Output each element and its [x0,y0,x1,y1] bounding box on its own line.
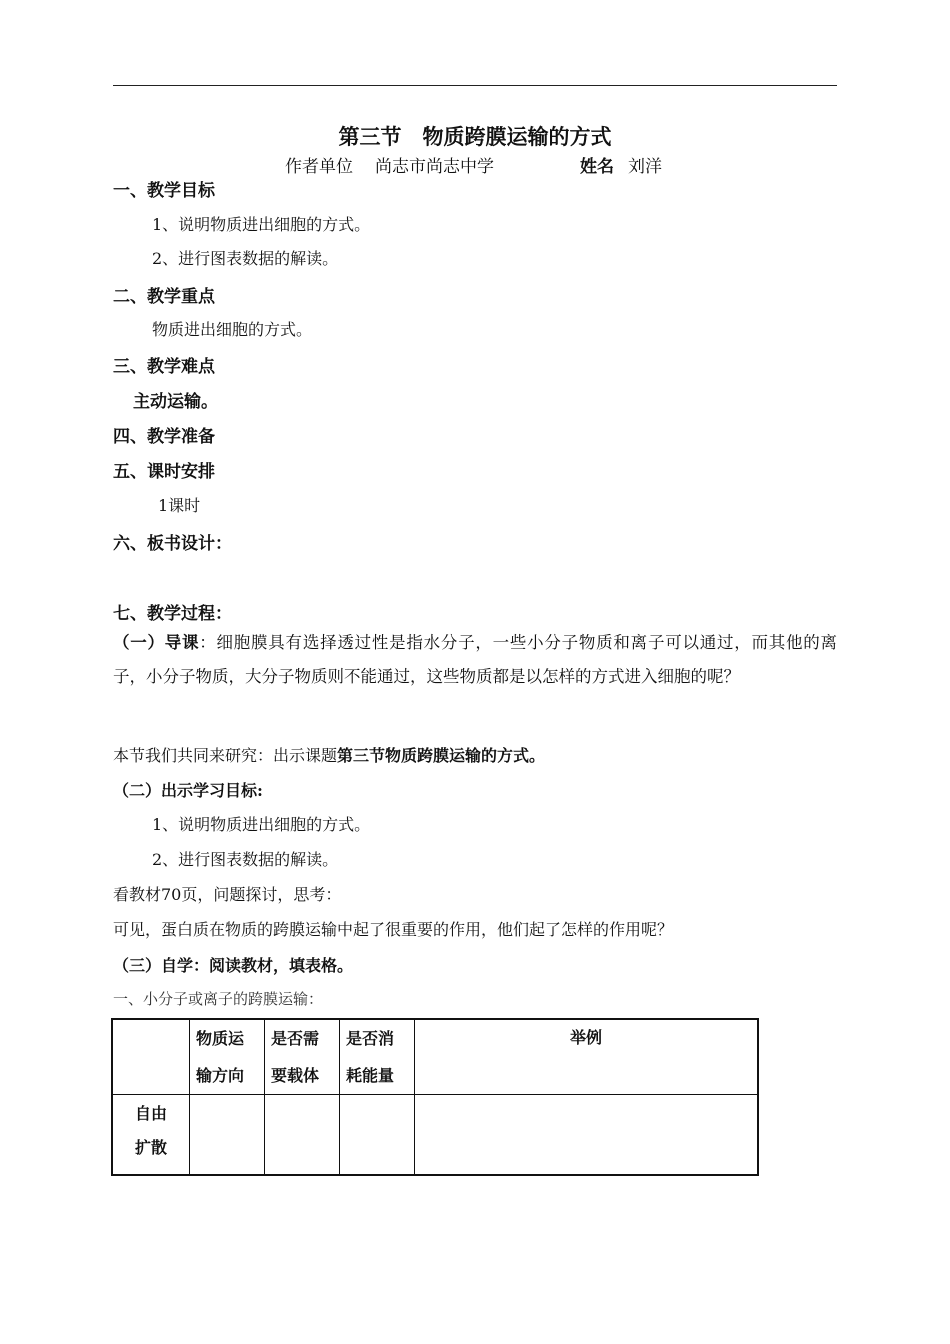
author-name-label: 姓名 [580,157,614,177]
difficulty-text: 主动运输。 [133,392,218,412]
section-heading-process: 七、教学过程： [113,604,232,624]
research-prefix: 本节我们共同来研究：出示课题 [113,746,338,765]
table-cell [190,1095,265,1175]
table-cell [265,1095,340,1175]
intro-paragraph [113,626,837,694]
small-molecule-heading: 一、小分子或离子的跨膜运输： [113,990,324,1008]
transport-table [111,1018,759,1176]
research-topic: 第三节物质跨膜运输的方式。 [337,746,546,765]
table-row [112,1095,758,1175]
author-unit-label: 作者单位 [285,157,353,177]
research-line [113,743,545,766]
learning-goals-heading: （二）出示学习目标: [113,781,263,800]
intro-label: （一）导课 [113,633,200,652]
author-name: 刘洋 [628,157,662,177]
table-cell [415,1095,759,1175]
section-heading-board-design: 六、板书设计： [113,534,232,554]
goal-item-2: 2、进行图表数据的解读。 [152,249,339,268]
section-heading-key-points: 二、教学重点 [113,287,215,307]
intro-text: ：细胞膜具有选择透过性是指水分子，一些小分子物质和离子可以通过，而其他的离子，小分子物质，大分子物质则不能通过，这些物质都是以怎样的方式进入细胞的呢？ [113,633,838,686]
page-title: 第三节 物质跨膜运输的方式 [338,124,612,149]
learning-goal-1: 1、说明物质进出细胞的方式。 [152,815,371,834]
header-cell-energy: 是否消耗能量 [340,1019,415,1095]
key-points-text: 物质进出细胞的方式。 [152,320,313,339]
header-cell-direction: 物质运输方向 [190,1019,265,1095]
schedule-text: 1课时 [158,496,201,515]
self-study-heading: （三）自学：阅读教材，填表格。 [113,956,354,975]
author-unit: 尚志市尚志中学 [375,157,494,177]
textbook-line: 看教材70页，问题探讨，思考： [113,885,342,904]
learning-goal-2: 2、进行图表数据的解读。 [152,850,339,869]
header-cell-example: 举例 [415,1019,759,1095]
protein-line: 可见，蛋白质在物质的跨膜运输中起了很重要的作用，他们起了怎样的作用呢？ [113,920,674,939]
table-cell [340,1095,415,1175]
header-rule [113,85,837,86]
section-heading-goals: 一、教学目标 [113,181,215,201]
table-header-row [112,1019,758,1095]
section-heading-preparation: 四、教学准备 [113,427,215,447]
goal-item-1: 1、说明物质进出细胞的方式。 [152,215,371,234]
header-cell-empty [112,1019,190,1095]
row-label-free-diffusion: 自由扩散 [112,1095,190,1175]
section-heading-difficulty: 三、教学难点 [113,357,215,377]
header-cell-carrier: 是否需要载体 [265,1019,340,1095]
section-heading-schedule: 五、课时安排 [113,462,215,482]
